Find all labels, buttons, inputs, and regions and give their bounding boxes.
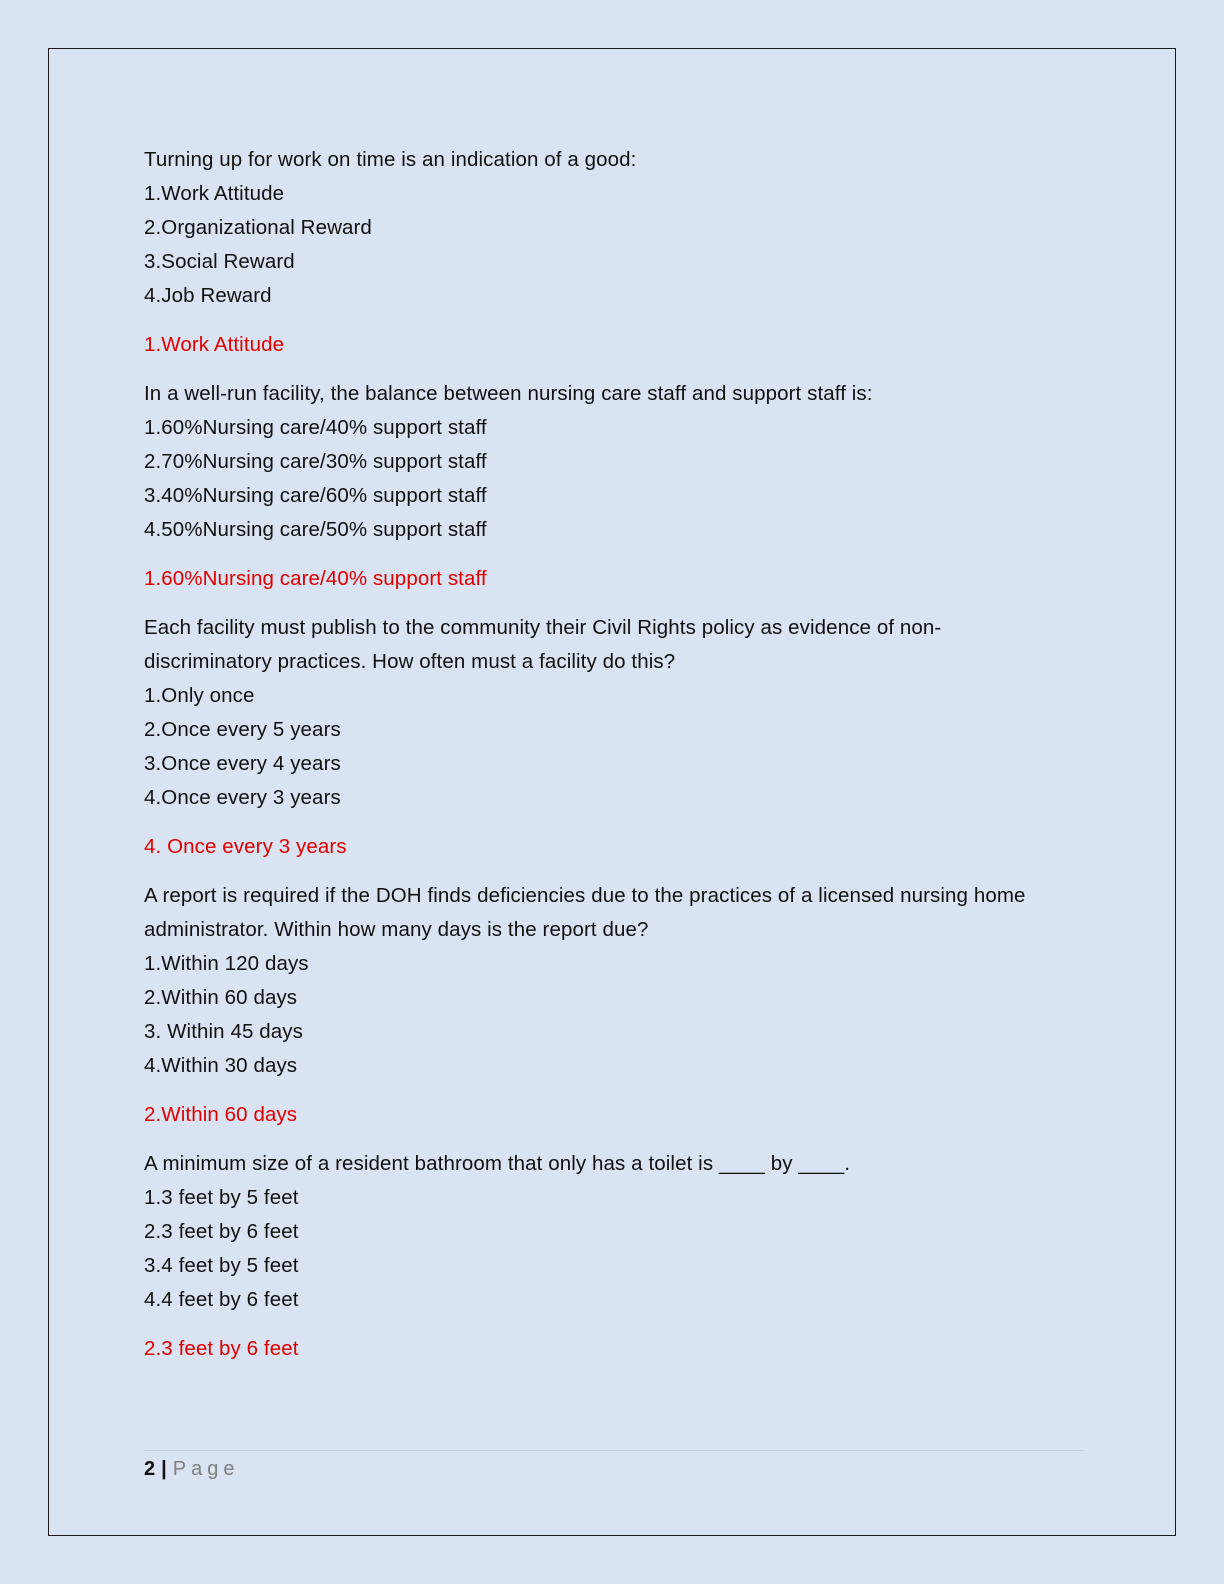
question-text-line: Each facility must publish to the community their Civil Rights policy as evidence of non- <box>144 616 942 639</box>
page-number: 2 <box>144 1458 156 1480</box>
answer-text: 2.Within 60 days <box>144 1103 298 1126</box>
footer-separator: | <box>161 1458 167 1480</box>
option: 2.70%Nursing care/30% support staff <box>144 450 487 473</box>
option: 1.Work Attitude <box>144 182 285 205</box>
question-text: In a well-run facility, the balance between nursing care staff and support staff is: <box>144 382 873 405</box>
answer-text: 2.3 feet by 6 feet <box>144 1337 299 1360</box>
option: 2.Once every 5 years <box>144 718 341 741</box>
option: 4.Once every 3 years <box>144 786 341 809</box>
question-block <box>144 1147 1084 1317</box>
question-text-line: administrator. Within how many days is the report due? <box>144 918 649 941</box>
page-label: Page <box>172 1458 240 1480</box>
option: 4.50%Nursing care/50% support staff <box>144 518 487 541</box>
option: 1.60%Nursing care/40% support staff <box>144 416 487 439</box>
question-text: Turning up for work on time is an indication of a good: <box>144 148 637 171</box>
question-block <box>144 143 1084 313</box>
option: 2.3 feet by 6 feet <box>144 1220 299 1243</box>
option: 1.Only once <box>144 684 255 707</box>
question-block <box>144 611 1084 815</box>
option: 3.Once every 4 years <box>144 752 341 775</box>
answer-text: 4. Once every 3 years <box>144 835 347 858</box>
page-footer <box>144 1454 239 1484</box>
option: 3.40%Nursing care/60% support staff <box>144 484 487 507</box>
option: 1.3 feet by 5 feet <box>144 1186 299 1209</box>
question-block <box>144 377 1084 547</box>
question-block <box>144 879 1084 1083</box>
answer-text: 1.60%Nursing care/40% support staff <box>144 567 487 590</box>
option: 3.Social Reward <box>144 250 295 273</box>
option: 2.Organizational Reward <box>144 216 372 239</box>
option: 4.Job Reward <box>144 284 272 307</box>
question-text: A minimum size of a resident bathroom that only has a toilet is ____ by ____. <box>144 1152 851 1175</box>
option: 3.4 feet by 5 feet <box>144 1254 299 1277</box>
question-text-line: discriminatory practices. How often must a facility do this? <box>144 650 676 673</box>
option: 4.Within 30 days <box>144 1054 298 1077</box>
footer-divider <box>144 1450 1084 1451</box>
option: 1.Within 120 days <box>144 952 309 975</box>
option: 3. Within 45 days <box>144 1020 303 1043</box>
answer-text: 1.Work Attitude <box>144 333 285 356</box>
option: 4.4 feet by 6 feet <box>144 1288 299 1311</box>
option: 2.Within 60 days <box>144 986 298 1009</box>
question-text-line: A report is required if the DOH finds deficiencies due to the practices of a licensed nursing home <box>144 884 1026 907</box>
document-body <box>144 143 1084 1381</box>
